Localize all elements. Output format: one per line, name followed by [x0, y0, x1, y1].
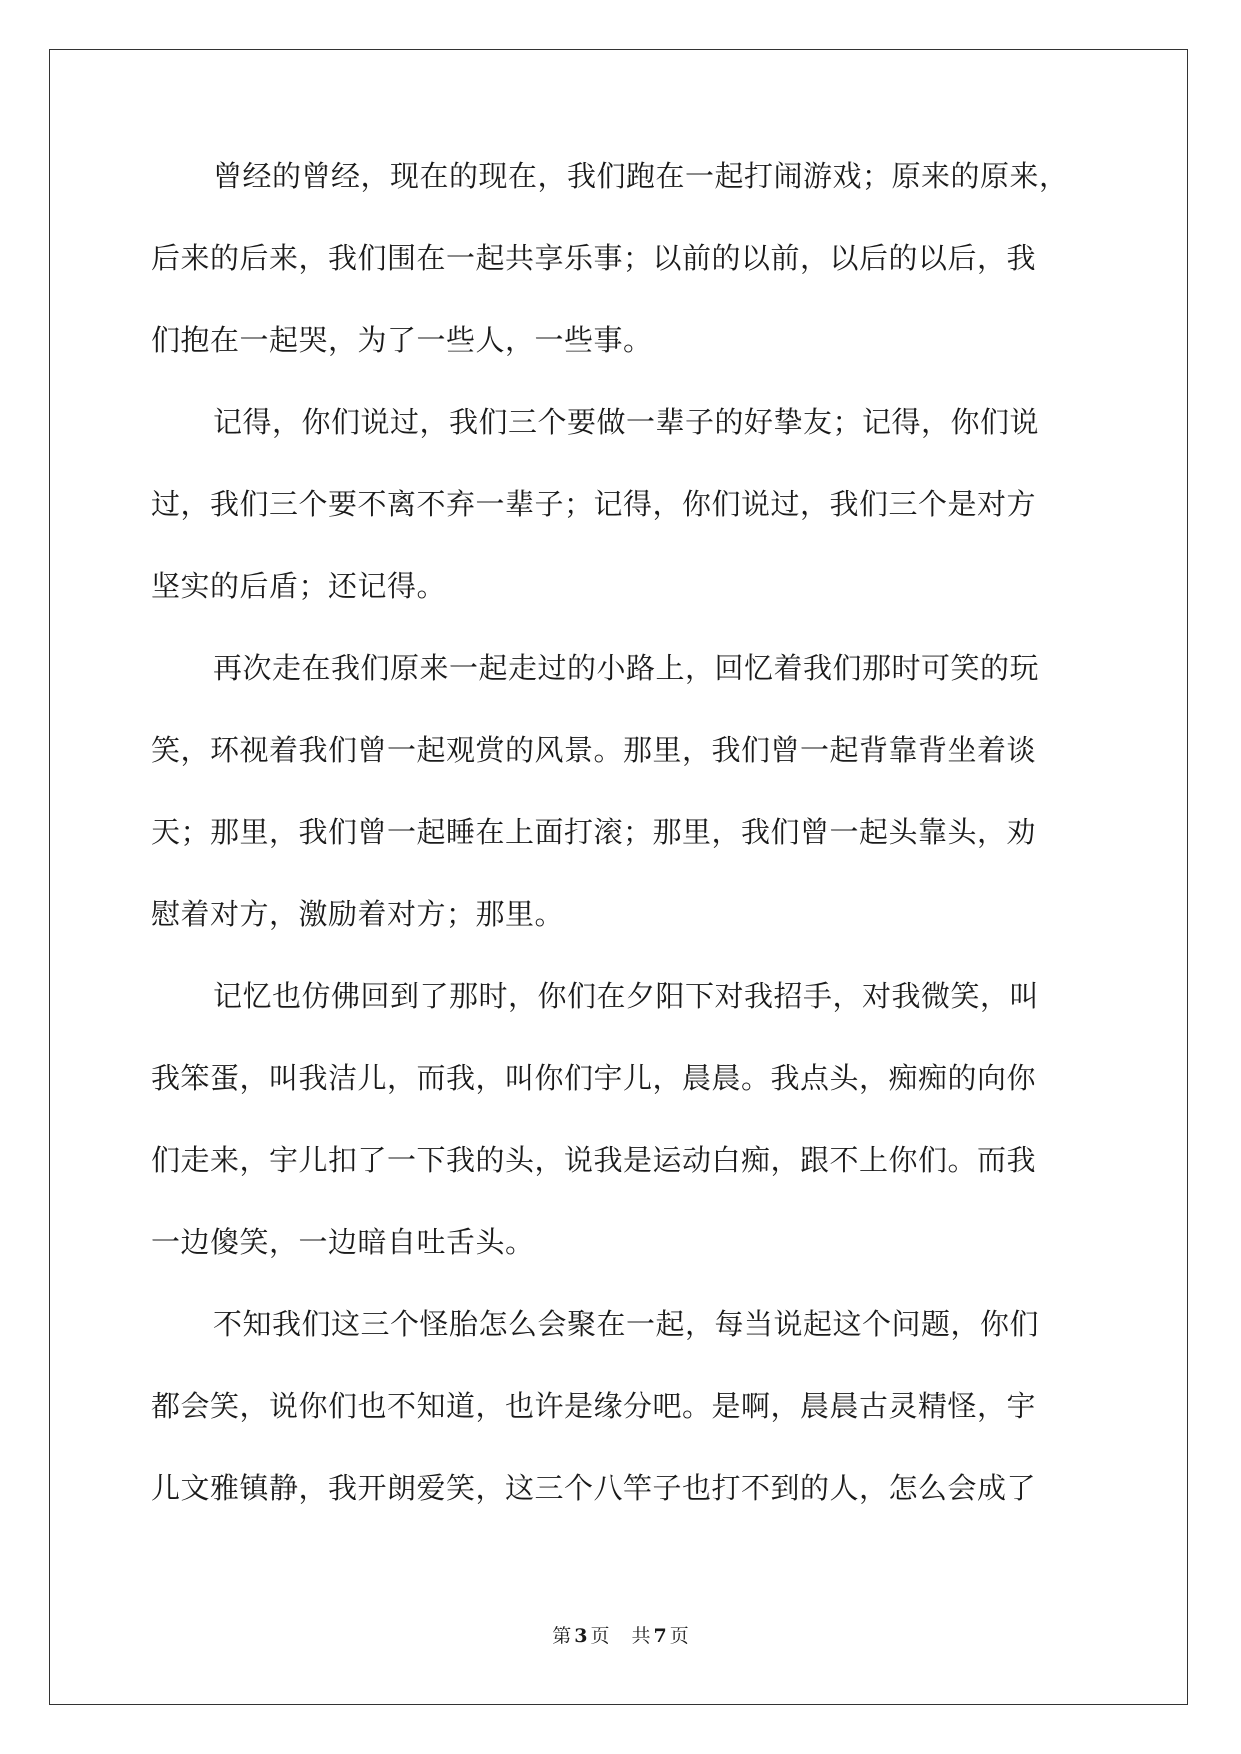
- page-footer: [0, 1624, 1241, 1648]
- paragraph-4-line-2: 我笨蛋，叫我洁儿，而我，叫你们宇儿，晨晨。我点头，痴痴的向你: [151, 1061, 1037, 1095]
- total-pages-number: 7: [653, 1625, 667, 1647]
- total-prefix: 共: [631, 1625, 651, 1647]
- paragraph-2-line-3: 坚实的后盾；还记得。: [151, 569, 447, 603]
- current-page-number: 3: [574, 1625, 588, 1647]
- paragraph-3-line-1: 再次走在我们原来一起走过的小路上，回忆着我们那时可笑的玩: [213, 651, 1040, 685]
- paragraph-4-line-1: 记忆也仿佛回到了那时，你们在夕阳下对我招手，对我微笑，叫: [213, 979, 1040, 1013]
- page-suffix: 页: [590, 1625, 610, 1647]
- paragraph-1-line-3: 们抱在一起哭，为了一些人，一些事。: [151, 323, 653, 357]
- paragraph-3-line-4: 慰着对方，激励着对方；那里。: [151, 897, 565, 931]
- total-suffix: 页: [669, 1625, 689, 1647]
- paragraph-1-line-1: 曾经的曾经，现在的现在，我们跑在一起打闹游戏；原来的原来，: [213, 159, 1069, 193]
- paragraph-3-line-3: 天；那里，我们曾一起睡在上面打滚；那里，我们曾一起头靠头，劝: [151, 815, 1037, 849]
- document-body: [151, 159, 1091, 1553]
- paragraph-4-line-3: 们走来，宇儿扣了一下我的头，说我是运动白痴，跟不上你们。而我: [151, 1143, 1037, 1177]
- paragraph-3-line-2: 笑，环视着我们曾一起观赏的风景。那里，我们曾一起背靠背坐着谈: [151, 733, 1037, 767]
- paragraph-5-line-2: 都会笑，说你们也不知道，也许是缘分吧。是啊，晨晨古灵精怪，宇: [151, 1389, 1037, 1423]
- paragraph-2-line-1: 记得，你们说过，我们三个要做一辈子的好挚友；记得，你们说: [213, 405, 1040, 439]
- page-prefix: 第: [552, 1625, 572, 1647]
- paragraph-5-line-1: 不知我们这三个怪胎怎么会聚在一起，每当说起这个问题，你们: [213, 1307, 1040, 1341]
- paragraph-5-line-3: 儿文雅镇静，我开朗爱笑，这三个八竿子也打不到的人，怎么会成了: [151, 1471, 1037, 1505]
- paragraph-4-line-4: 一边傻笑，一边暗自吐舌头。: [151, 1225, 535, 1259]
- paragraph-1-line-2: 后来的后来，我们围在一起共享乐事；以前的以前，以后的以后，我: [151, 241, 1037, 275]
- paragraph-2-line-2: 过，我们三个要不离不弃一辈子；记得，你们说过，我们三个是对方: [151, 487, 1037, 521]
